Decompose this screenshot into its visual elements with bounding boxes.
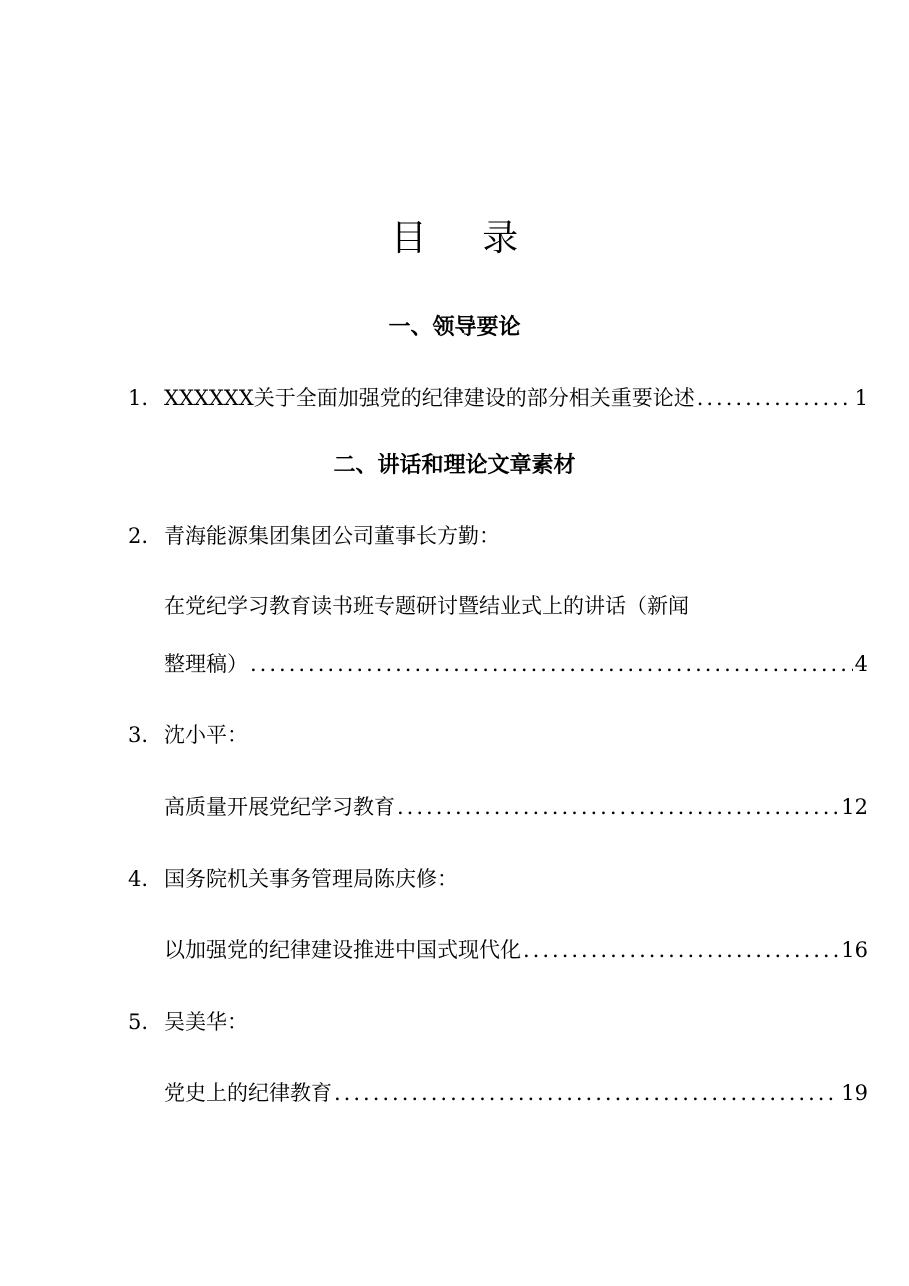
toc-entry-2[interactable] [164,649,868,679]
entry-5-number: 5. [128,1010,149,1034]
entry-1-title: XXXXXX关于全面加强党的纪律建设的部分相关重要论述 [164,386,695,410]
entry-2-page: 4 [854,652,868,676]
entry-1-page: 1 [854,386,868,410]
section-heading-2: 二、讲话和理论文章素材 [333,453,576,478]
entry-2-title-line2: 整理稿） [164,652,248,676]
entry-3-page: 12 [841,795,868,819]
entry-3-number: 3. [128,723,149,747]
dot-leader [250,649,853,679]
entry-5-author: 吴美华： [164,1010,248,1034]
entry-4-page: 16 [841,938,868,962]
entry-2-number: 2. [128,524,149,548]
toc-entry-1[interactable] [164,383,868,413]
entry-4-author: 国务院机关事务管理局陈庆修： [164,867,458,891]
entry-3-title: 高质量开展党纪学习教育 [164,795,395,819]
entry-4-number: 4. [128,867,149,891]
entry-5-page: 19 [841,1081,868,1105]
dot-leader [523,935,839,965]
page-title: 目 录 [390,218,541,259]
section-heading-1: 一、领导要论 [388,315,521,340]
dot-leader [397,792,839,822]
dot-leader [697,383,853,413]
entry-2-author: 青海能源集团集团公司董事长方勤： [164,524,500,548]
toc-entry-5[interactable] [164,1078,868,1108]
entry-1-number: 1. [128,386,149,410]
entry-3-author: 沈小平： [164,723,248,747]
dot-leader [334,1078,839,1108]
entry-5-title: 党史上的纪律教育 [164,1081,332,1105]
toc-entry-4[interactable] [164,935,868,965]
toc-entry-3[interactable] [164,792,868,822]
entry-4-title: 以加强党的纪律建设推进中国式现代化 [164,938,521,962]
entry-2-title-line1[interactable]: 在党纪学习教育读书班专题研讨暨结业式上的讲话（新闻 [164,594,689,618]
